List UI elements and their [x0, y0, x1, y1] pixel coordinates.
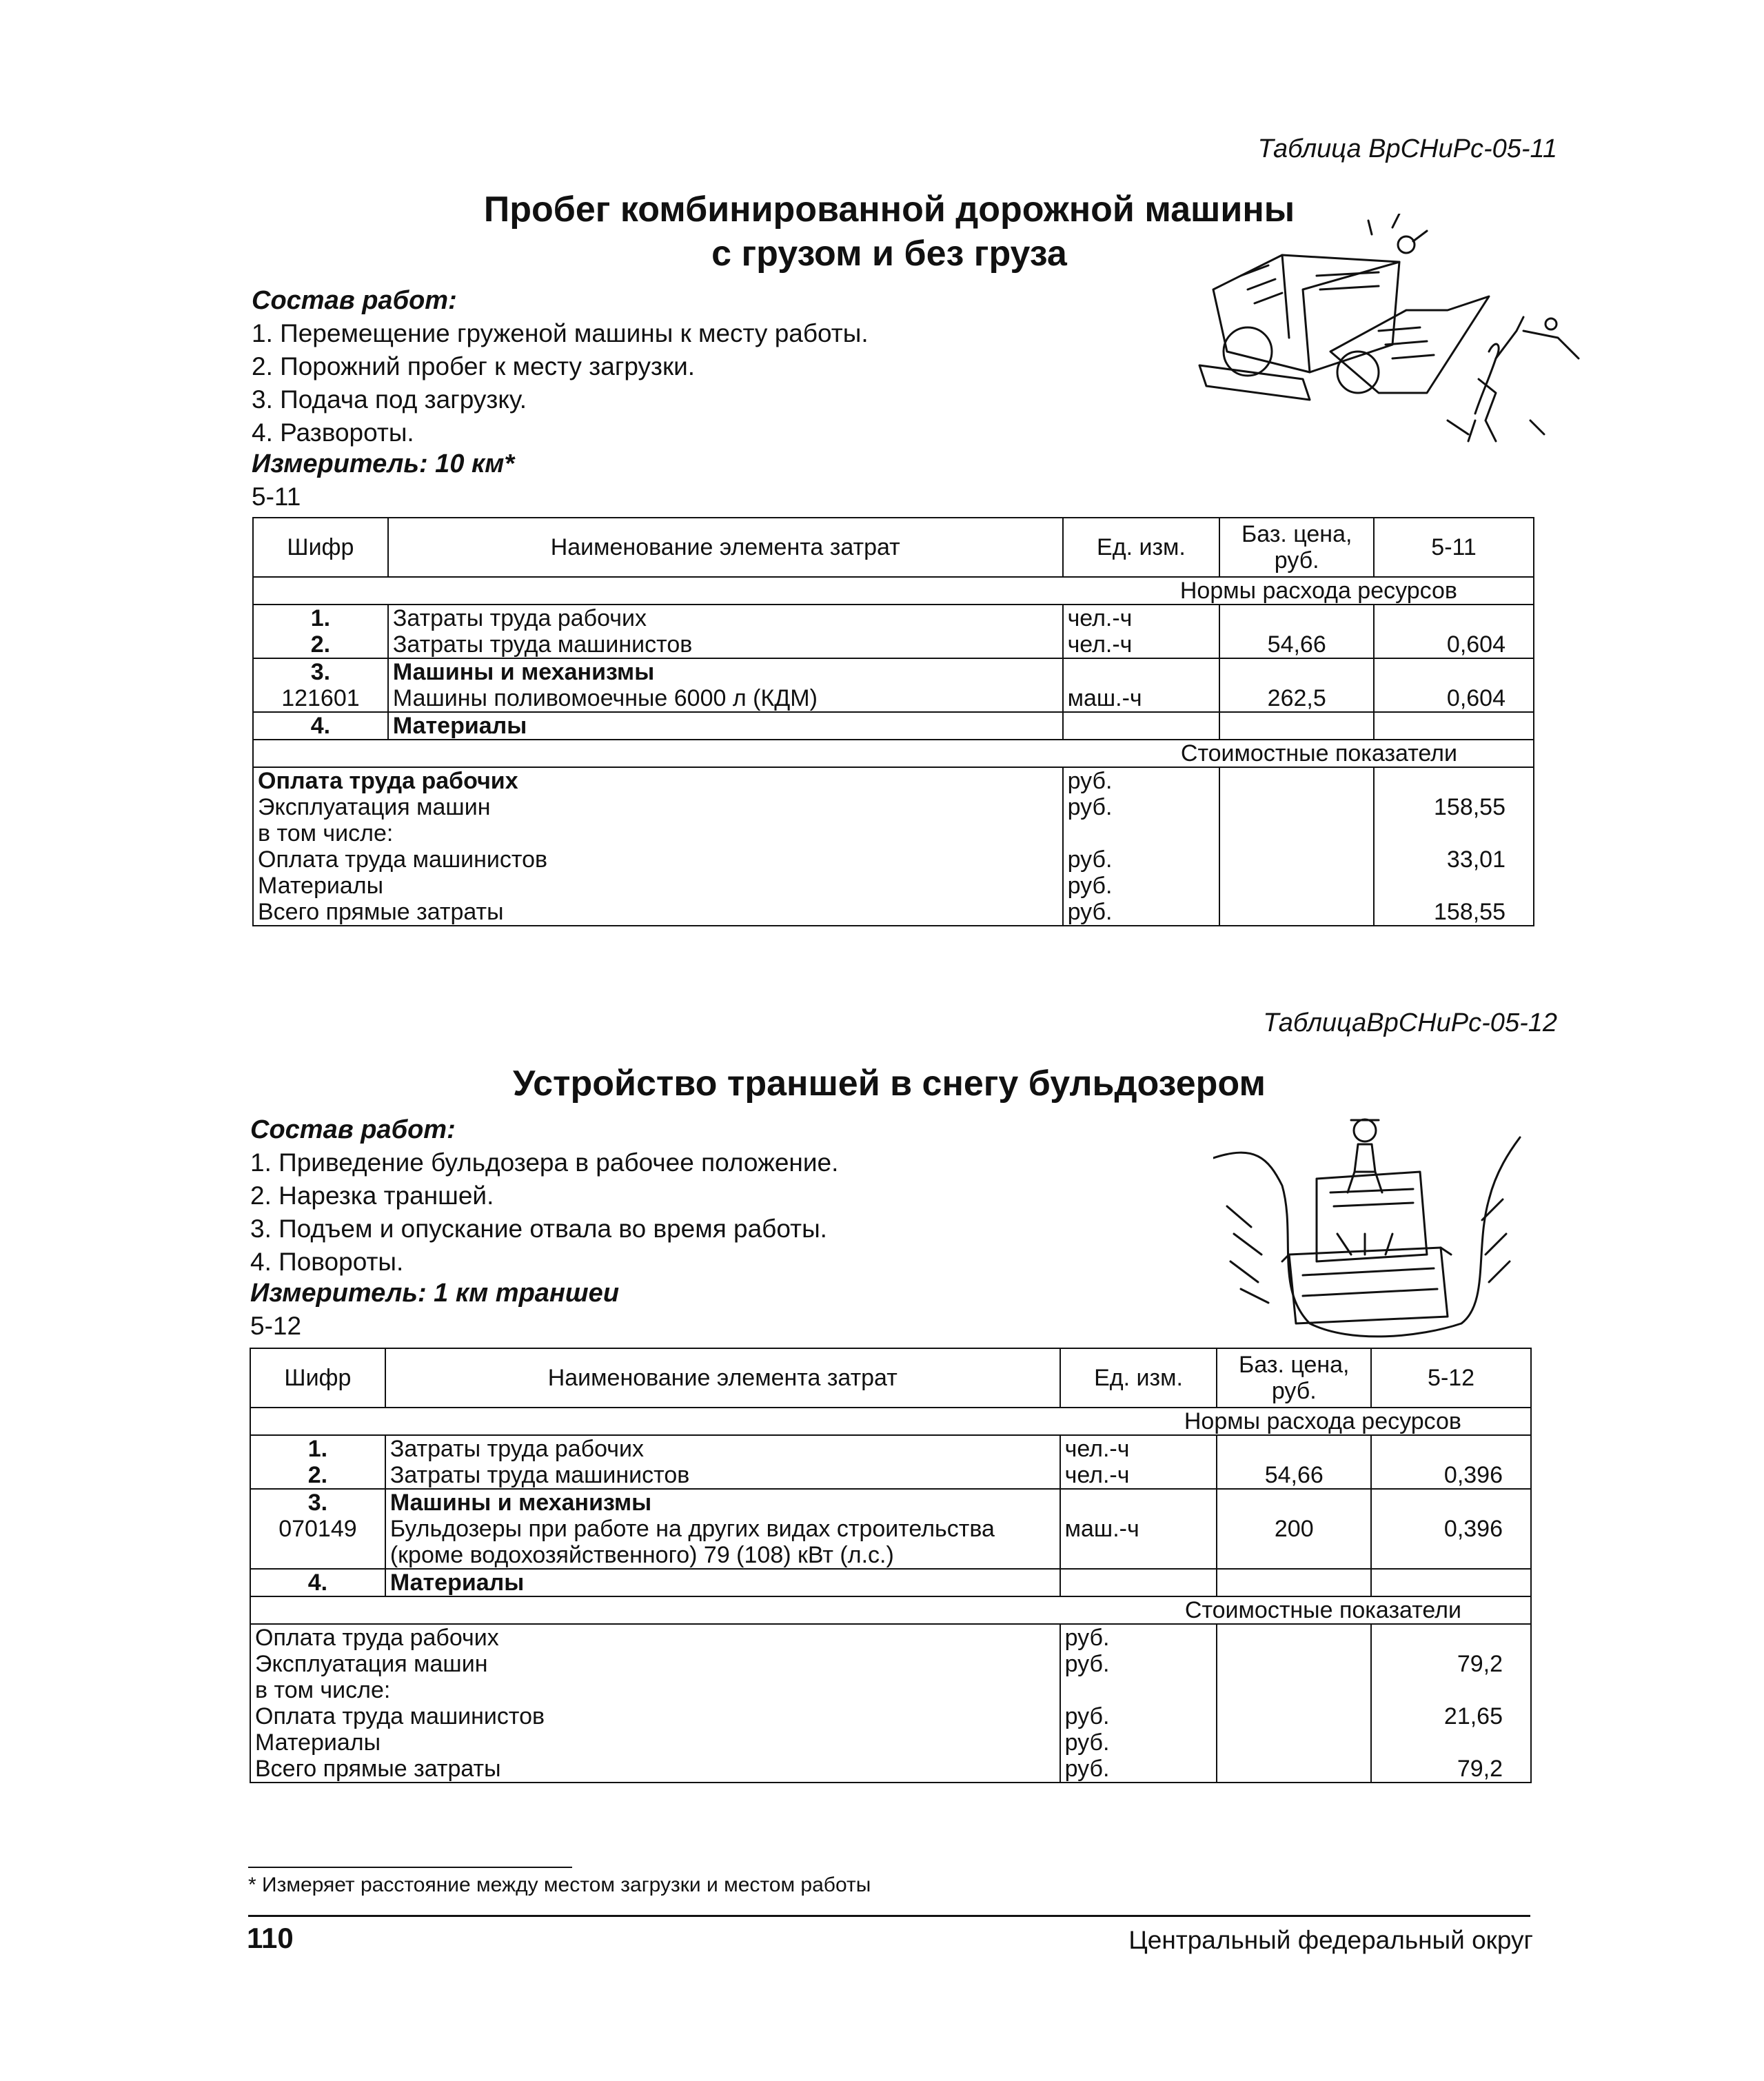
table-code: 5-11 [252, 483, 301, 511]
work-item: 3. Подъем и опускание отвала во время работы. [250, 1215, 827, 1243]
cost-row [253, 767, 1534, 794]
row-name: Затраты труда машинистов [388, 631, 1063, 658]
row-code: 2. [250, 1462, 385, 1489]
table-row [250, 1435, 1531, 1462]
row-price [1219, 658, 1374, 685]
cost-name: Материалы [253, 873, 1063, 899]
cost-empty [1219, 899, 1374, 926]
cost-unit: руб. [1063, 767, 1220, 794]
cost-value [1371, 1677, 1531, 1703]
cost-unit: руб. [1060, 1703, 1217, 1729]
work-item: 2. Порожний пробег к месту загрузки. [252, 352, 696, 380]
cost-row [253, 820, 1534, 846]
cost-row [250, 1729, 1531, 1756]
header-name: Наименование элемента затрат [388, 518, 1063, 577]
cost-caption-row [250, 1596, 1531, 1624]
cost-unit: руб. [1063, 899, 1220, 926]
cost-empty [1217, 1677, 1371, 1703]
cost-caption: Стоимостные показатели [250, 1596, 1531, 1624]
header-unit: Ед. изм. [1063, 518, 1220, 577]
cost-empty [1217, 1703, 1371, 1729]
row-value: 0,396 [1371, 1462, 1531, 1489]
table-row [250, 1516, 1531, 1569]
row-unit: маш.-ч [1063, 685, 1220, 712]
row-name: Затраты труда рабочих [385, 1435, 1060, 1462]
section-title-line2: с грузом и без груза [711, 234, 1067, 274]
measure-unit: Измеритель: 1 км траншеи [250, 1279, 620, 1308]
cost-name: Всего прямые затраты [250, 1756, 1060, 1783]
row-name: Материалы [385, 1569, 1060, 1596]
cost-empty [1219, 820, 1374, 846]
norms-table [250, 1348, 1532, 1783]
row-price: 200 [1217, 1516, 1371, 1569]
norms-caption-row [250, 1408, 1531, 1435]
row-value: 0,604 [1374, 685, 1534, 712]
header-price: Баз. цена, руб. [1219, 518, 1374, 577]
cost-name: Оплата труда рабочих [250, 1624, 1060, 1651]
footnote: * Измеряет расстояние между местом загрузки и местом работы [248, 1874, 871, 1896]
row-value [1371, 1489, 1531, 1516]
table-header-row [253, 518, 1534, 577]
cost-value [1374, 873, 1534, 899]
table-row [253, 631, 1534, 658]
row-code: 3. [250, 1489, 385, 1516]
row-value [1371, 1435, 1531, 1462]
cost-value: 158,55 [1374, 794, 1534, 820]
row-price [1217, 1435, 1371, 1462]
cost-name: Оплата труда машинистов [250, 1703, 1060, 1729]
header-price: Баз. цена, руб. [1217, 1348, 1371, 1408]
table-label: Таблица ВрСНиРс-05-11 [1257, 134, 1557, 163]
work-item: 1. Перемещение груженой машины к месту работы. [252, 319, 869, 347]
page-number: 110 [247, 1922, 294, 1954]
cost-unit [1060, 1677, 1217, 1703]
road-machine-illustration [1172, 214, 1585, 489]
cost-name: Эксплуатация машин [253, 794, 1063, 820]
norms-table [252, 517, 1534, 926]
row-code: 1. [250, 1435, 385, 1462]
bulldozer-illustration [1213, 1096, 1523, 1344]
row-name: Машины и механизмы [388, 658, 1063, 685]
row-price [1217, 1569, 1371, 1596]
row-unit [1063, 658, 1220, 685]
header-column: 5-11 [1374, 518, 1534, 577]
cost-value: 33,01 [1374, 846, 1534, 873]
footnote-divider [248, 1867, 572, 1868]
cost-name: в том числе: [253, 820, 1063, 846]
cost-caption-row [253, 740, 1534, 767]
cost-empty [1217, 1624, 1371, 1651]
cost-caption: Стоимостные показатели [253, 740, 1534, 767]
row-name: Машины и механизмы [385, 1489, 1060, 1516]
row-unit [1063, 712, 1220, 740]
cost-row [253, 873, 1534, 899]
table-row [253, 685, 1534, 712]
row-unit [1060, 1569, 1217, 1596]
row-name: Затраты труда рабочих [388, 605, 1063, 631]
section-title-line1: Пробег комбинированной дорожной машины [483, 190, 1295, 230]
row-code: 3. [253, 658, 388, 685]
cost-name: Эксплуатация машин [250, 1651, 1060, 1677]
work-item: 3. Подача под загрузку. [252, 385, 527, 414]
row-value: 0,604 [1374, 631, 1534, 658]
table-row [253, 658, 1534, 685]
cost-value: 21,65 [1371, 1703, 1531, 1729]
row-unit: чел.-ч [1063, 631, 1220, 658]
measure-unit: Измеритель: 10 км* [252, 449, 515, 478]
row-code: 2. [253, 631, 388, 658]
cost-row [253, 899, 1534, 926]
norms-caption: Нормы расхода ресурсов [250, 1408, 1531, 1435]
works-list [252, 317, 869, 449]
cost-unit: руб. [1060, 1624, 1217, 1651]
work-item: 4. Повороты. [250, 1248, 404, 1276]
cost-value [1374, 767, 1534, 794]
cost-value: 79,2 [1371, 1651, 1531, 1677]
work-item: 2. Нарезка траншей. [250, 1181, 494, 1210]
row-name: Машины поливомоечные 6000 л (КДМ) [388, 685, 1063, 712]
cost-name: Оплата труда машинистов [253, 846, 1063, 873]
cost-row [250, 1756, 1531, 1783]
cost-unit: руб. [1063, 873, 1220, 899]
row-price: 262,5 [1219, 685, 1374, 712]
row-value: 0,396 [1371, 1516, 1531, 1569]
cost-name: Оплата труда рабочих [253, 767, 1063, 794]
works-heading: Состав работ: [250, 1115, 456, 1144]
cost-row [250, 1624, 1531, 1651]
header-code: Шифр [253, 518, 388, 577]
row-value [1371, 1569, 1531, 1596]
row-price: 54,66 [1217, 1462, 1371, 1489]
row-value [1374, 712, 1534, 740]
row-unit: маш.-ч [1060, 1516, 1217, 1569]
cost-value: 79,2 [1371, 1756, 1531, 1783]
cost-unit: руб. [1063, 846, 1220, 873]
table-row [253, 605, 1534, 631]
cost-unit [1063, 820, 1220, 846]
cost-unit: руб. [1063, 794, 1220, 820]
row-value [1374, 605, 1534, 631]
row-unit: чел.-ч [1060, 1462, 1217, 1489]
footer-rule [248, 1915, 1530, 1917]
section-title-line1: Устройство траншей в снегу бульдозером [513, 1064, 1266, 1104]
header-column: 5-12 [1371, 1348, 1531, 1408]
cost-row [253, 846, 1534, 873]
table-row [253, 712, 1534, 740]
row-name: Материалы [388, 712, 1063, 740]
cost-row [250, 1677, 1531, 1703]
row-code: 1. [253, 605, 388, 631]
works-list [250, 1146, 838, 1279]
row-unit: чел.-ч [1060, 1435, 1217, 1462]
table-row [250, 1462, 1531, 1489]
header-unit: Ед. изм. [1060, 1348, 1217, 1408]
row-code: 070149 [250, 1516, 385, 1569]
header-code: Шифр [250, 1348, 385, 1408]
region-name: Центральный федеральный округ [1128, 1926, 1533, 1954]
row-unit [1060, 1489, 1217, 1516]
row-price [1217, 1489, 1371, 1516]
cost-row [250, 1703, 1531, 1729]
cost-unit: руб. [1060, 1651, 1217, 1677]
cost-value [1371, 1729, 1531, 1756]
row-unit: чел.-ч [1063, 605, 1220, 631]
cost-value: 158,55 [1374, 899, 1534, 926]
cost-empty [1217, 1651, 1371, 1677]
row-price [1219, 605, 1374, 631]
cost-empty [1219, 767, 1374, 794]
norms-caption-row [253, 577, 1534, 605]
row-price: 54,66 [1219, 631, 1374, 658]
works-heading: Состав работ: [252, 286, 457, 315]
table-header-row [250, 1348, 1531, 1408]
row-name-line1: Бульдозеры при работе на других видах строительства [389, 1516, 995, 1542]
norms-caption: Нормы расхода ресурсов [253, 577, 1534, 605]
cost-unit: руб. [1060, 1756, 1217, 1783]
row-value [1374, 658, 1534, 685]
row-code: 4. [253, 712, 388, 740]
cost-name: Материалы [250, 1729, 1060, 1756]
row-name: Затраты труда машинистов [385, 1462, 1060, 1489]
table-row [250, 1569, 1531, 1596]
header-name: Наименование элемента затрат [385, 1348, 1060, 1408]
table-label: ТаблицаВрСНиРс-05-12 [1263, 1008, 1557, 1037]
cost-value [1374, 820, 1534, 846]
row-code: 4. [250, 1569, 385, 1596]
table-row [250, 1489, 1531, 1516]
cost-name: в том числе: [250, 1677, 1060, 1703]
cost-empty [1217, 1756, 1371, 1783]
row-price [1219, 712, 1374, 740]
row-code: 121601 [253, 685, 388, 712]
cost-empty [1219, 794, 1374, 820]
work-item: 1. Приведение бульдозера в рабочее положение. [250, 1148, 839, 1177]
cost-value [1371, 1624, 1531, 1651]
cost-empty [1219, 846, 1374, 873]
cost-row [250, 1651, 1531, 1677]
cost-name: Всего прямые затраты [253, 899, 1063, 926]
cost-empty [1217, 1729, 1371, 1756]
cost-unit: руб. [1060, 1729, 1217, 1756]
cost-empty [1219, 873, 1374, 899]
row-name [385, 1516, 1060, 1569]
work-item: 4. Развороты. [252, 418, 414, 447]
table-code: 5-12 [250, 1312, 302, 1340]
row-name-line2: (кроме водохозяйственного) 79 (108) кВт (л.с.) [389, 1542, 894, 1568]
cost-row [253, 794, 1534, 820]
